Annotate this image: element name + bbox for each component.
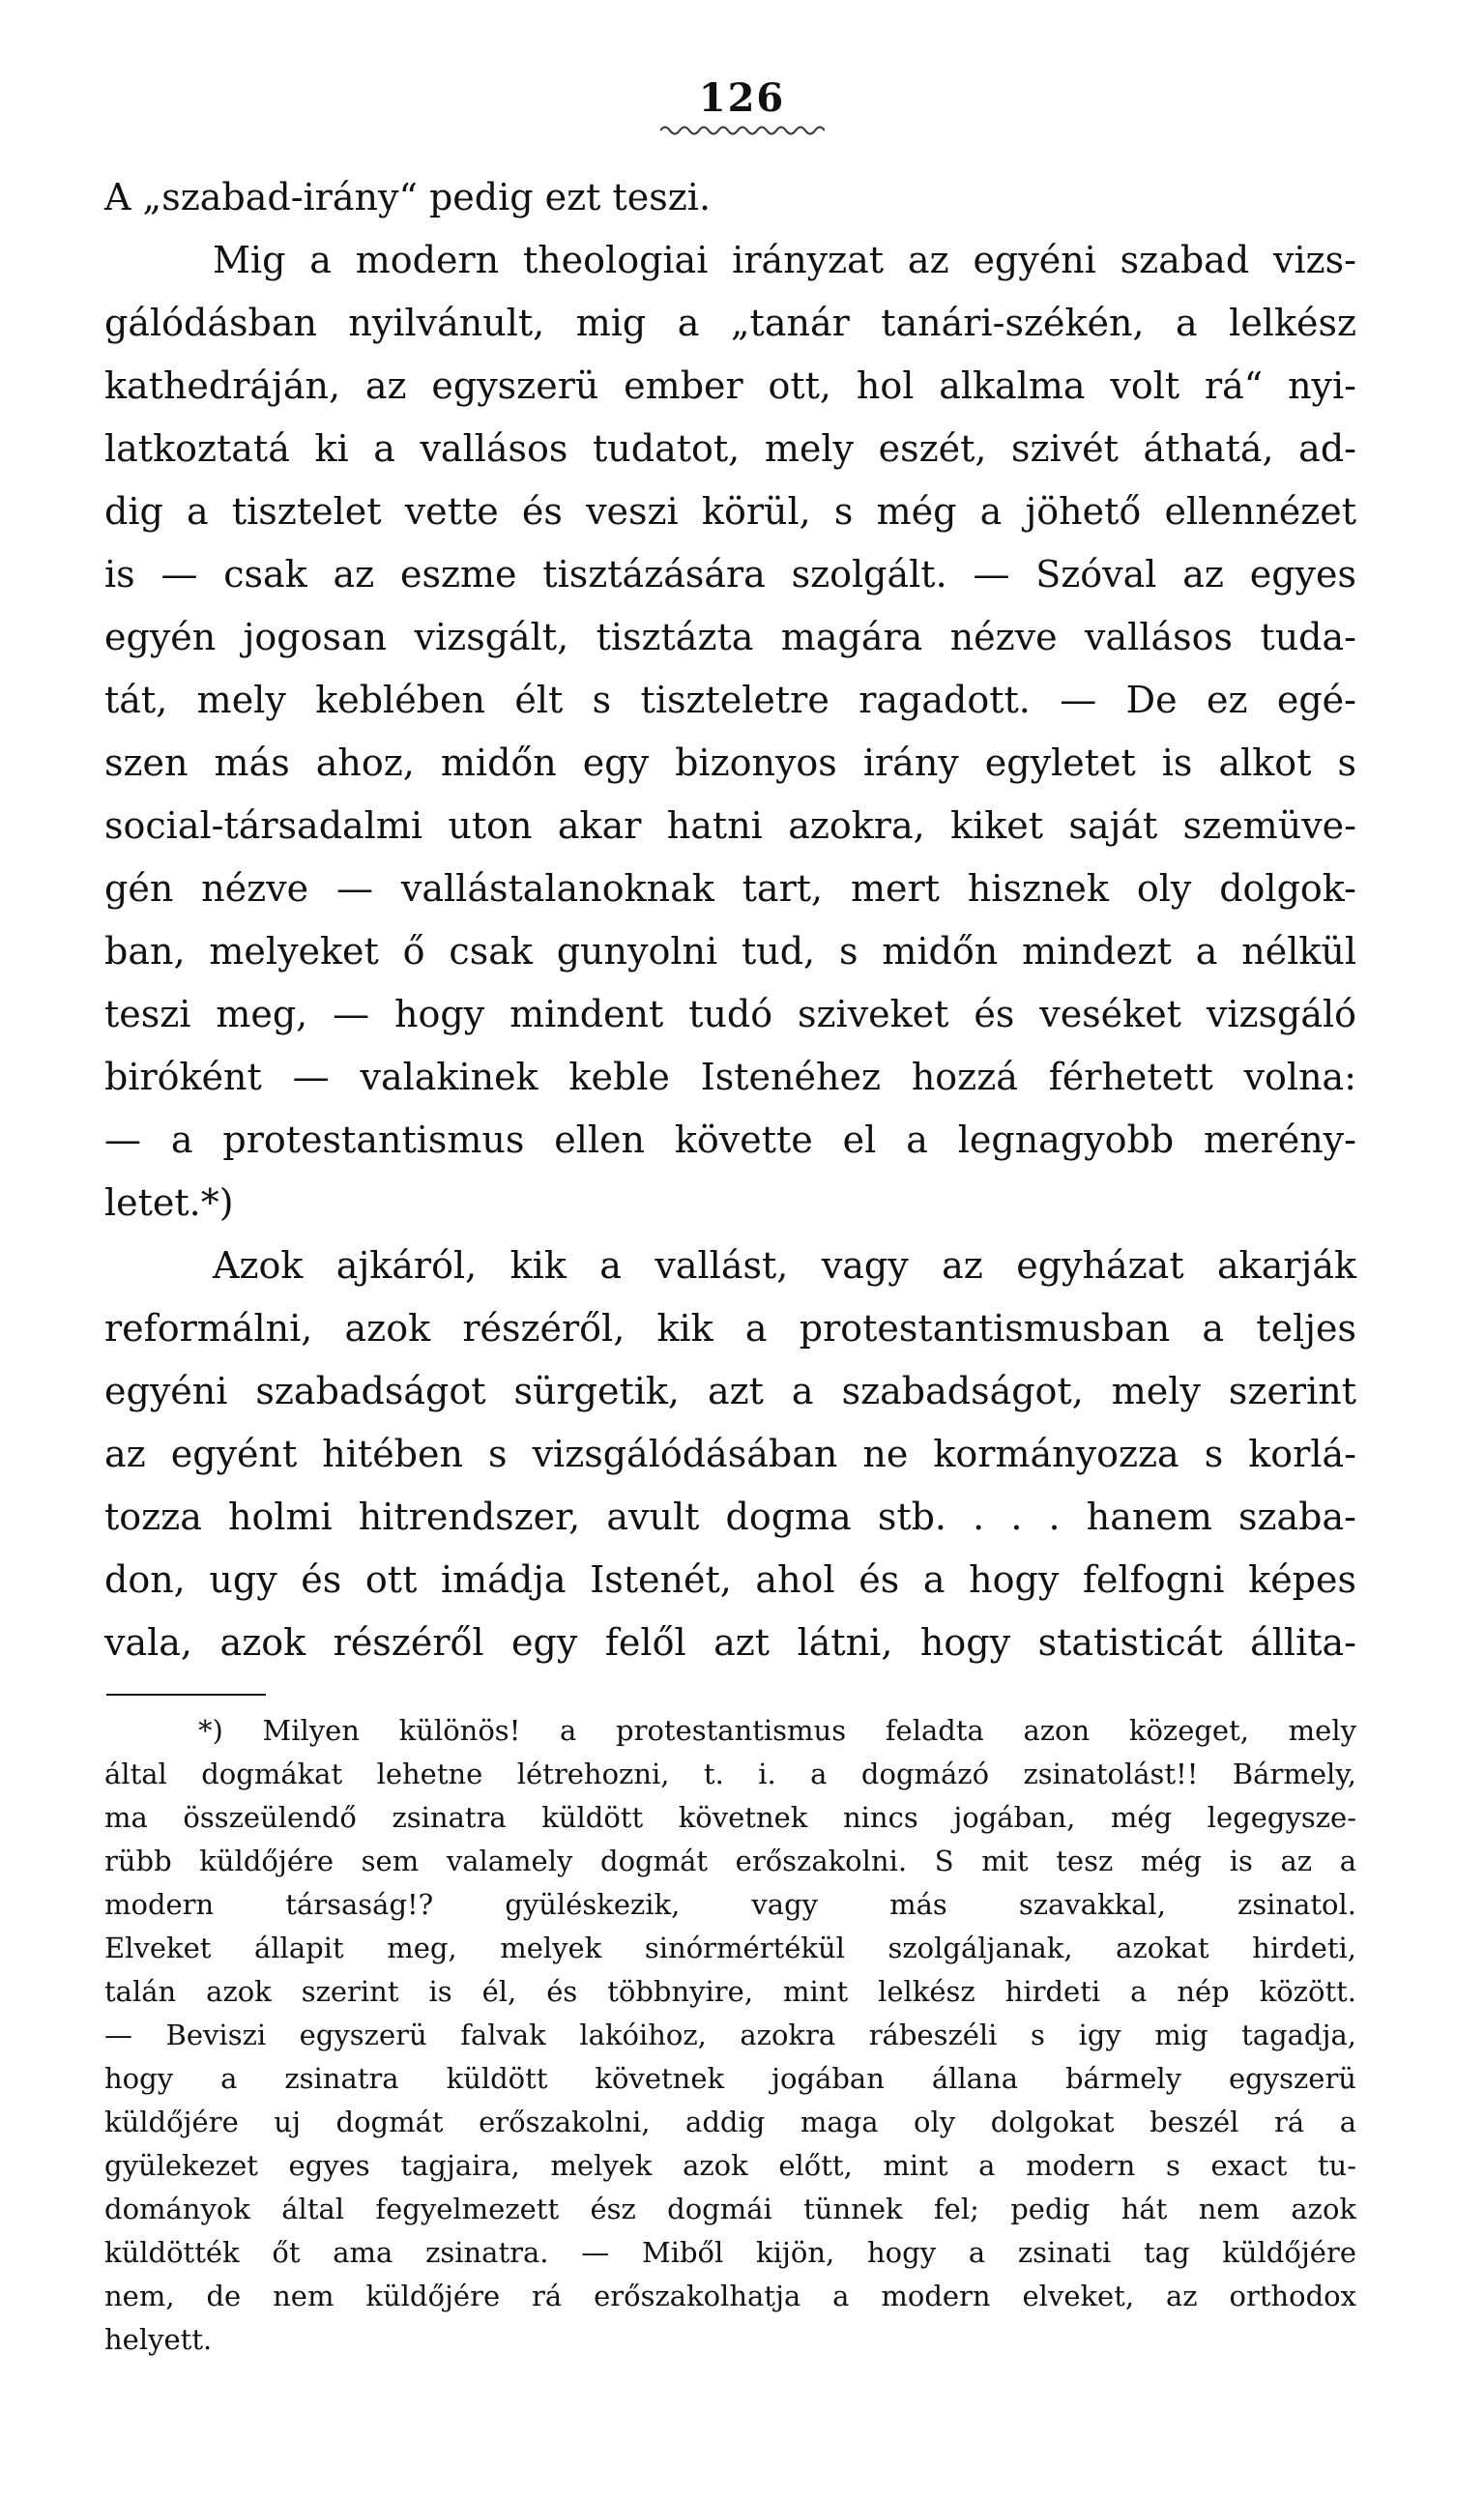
body-line: tát, mely keblében élt s tiszteletre ragadott. — De ez egé- [104,679,1356,721]
body-line: Mig a modern theologiai irányzat az egyéni szabad vizs- [213,239,1356,281]
body-line: vala, azok részéről egy felől azt látni, hogy statisticát állita- [104,1621,1356,1664]
body-line: tozza holmi hitrendszer, avult dogma stb. . . . hanem szaba- [104,1496,1356,1538]
body-line: gén nézve — vallástalanoknak tart, mert hisznek oly dolgok- [104,867,1356,910]
footnote-line: nem, de nem küldőjére rá erőszakolhatja a modern elveket, az orthodox [104,2280,1356,2312]
footnote-line: dományok által fegyelmezett ész dogmái tünnek fel; pedig hát nem azok [104,2193,1356,2225]
footnote-line: Elveket állapit meg, melyek sinórmértékül szolgáljanak, azokat hirdeti, [104,1932,1356,1964]
wavy-ornament-icon [660,124,825,137]
body-line: gálódásban nyilvánult, mig a „tanár tanári-székén, a lelkész [104,302,1356,344]
footnote-line: hogy a zsinatra küldött követnek jogában állana bármely egyszerü [104,2062,1356,2095]
footnote-line: *) Milyen különös! a protestantismus feladta azon közeget, mely [198,1714,1356,1747]
body-line: ban, melyeket ő csak gunyolni tud, s midőn mindezt a nélkül [104,930,1356,973]
footnote-line: helyett. [104,2323,213,2356]
footnote-line: ma összeülendő zsinatra küldött követnek nincs jogában, még legegysze- [104,1801,1356,1834]
footnote-line: küldőjére uj dogmát erőszakolni, addig maga oly dolgokat beszél rá a [104,2106,1356,2138]
body-line: teszi meg, — hogy mindent tudó sziveket és veséket vizsgáló [104,993,1356,1035]
body-line: Azok ajkáról, kik a vallást, vagy az egyházat akarják [213,1244,1356,1287]
body-line: social-társadalmi uton akar hatni azokra, kiket saját szemüve- [104,804,1356,847]
body-line: A „szabad-irány“ pedig ezt teszi. [104,176,712,218]
body-line: dig a tisztelet vette és veszi körül, s még a jöhető ellennézet [104,490,1356,533]
body-line: szen más ahoz, midőn egy bizonyos irány egyletet is alkot s [104,741,1356,784]
footnote-line: által dogmákat lehetne létrehozni, t. i. a dogmázó zsinatolást!! Bármely, [104,1758,1356,1790]
body-line: letet.*) [104,1181,234,1224]
footnote-separator [106,1694,266,1696]
body-line: biróként — valakinek keble Istenéhez hozzá férhetett volna: [104,1056,1356,1098]
body-line: egyéni szabadságot sürgetik, azt a szabadságot, mely szerint [104,1370,1356,1412]
footnote-line: talán azok szerint is él, és többnyire, mint lelkész hirdeti a nép között. [104,1975,1356,2008]
footnote-line: küldötték őt ama zsinatra. — Miből kijön, hogy a zsinati tag küldőjére [104,2236,1356,2269]
body-line: latkoztatá ki a vallásos tudatot, mely eszét, szivét áthatá, ad- [104,427,1356,470]
body-line: az egyént hitében s vizsgálódásában ne kormányozza s korlá- [104,1433,1356,1475]
footnote-line: modern társaság!? gyüléskezik, vagy más szavakkal, zsinatol. [104,1888,1356,1921]
body-line: — a protestantismus ellen követte el a legnagyobb merény- [104,1119,1356,1161]
footnote-line: rübb küldőjére sem valamely dogmát erőszakolni. S mit tesz még is az a [104,1845,1356,1877]
page-number: 126 [698,75,786,121]
body-line: is — csak az eszme tisztázására szolgált. — Szóval az egyes [104,553,1356,596]
body-line: reformálni, azok részéről, kik a protestantismusban a teljes [104,1307,1356,1350]
body-line: kathedráján, az egyszerü ember ott, hol alkalma volt rá“ nyi- [104,364,1356,407]
body-line: egyén jogosan vizsgált, tisztázta magára nézve vallásos tuda- [104,616,1356,658]
footnote-line: — Beviszi egyszerü falvak lakóihoz, azokra rábeszéli s igy mig tagadja, [104,2019,1356,2051]
footnote-line: gyülekezet egyes tagjaira, melyek azok előtt, mint a modern s exact tu- [104,2149,1356,2182]
body-line: don, ugy és ott imádja Istenét, ahol és a hogy felfogni képes [104,1558,1356,1601]
